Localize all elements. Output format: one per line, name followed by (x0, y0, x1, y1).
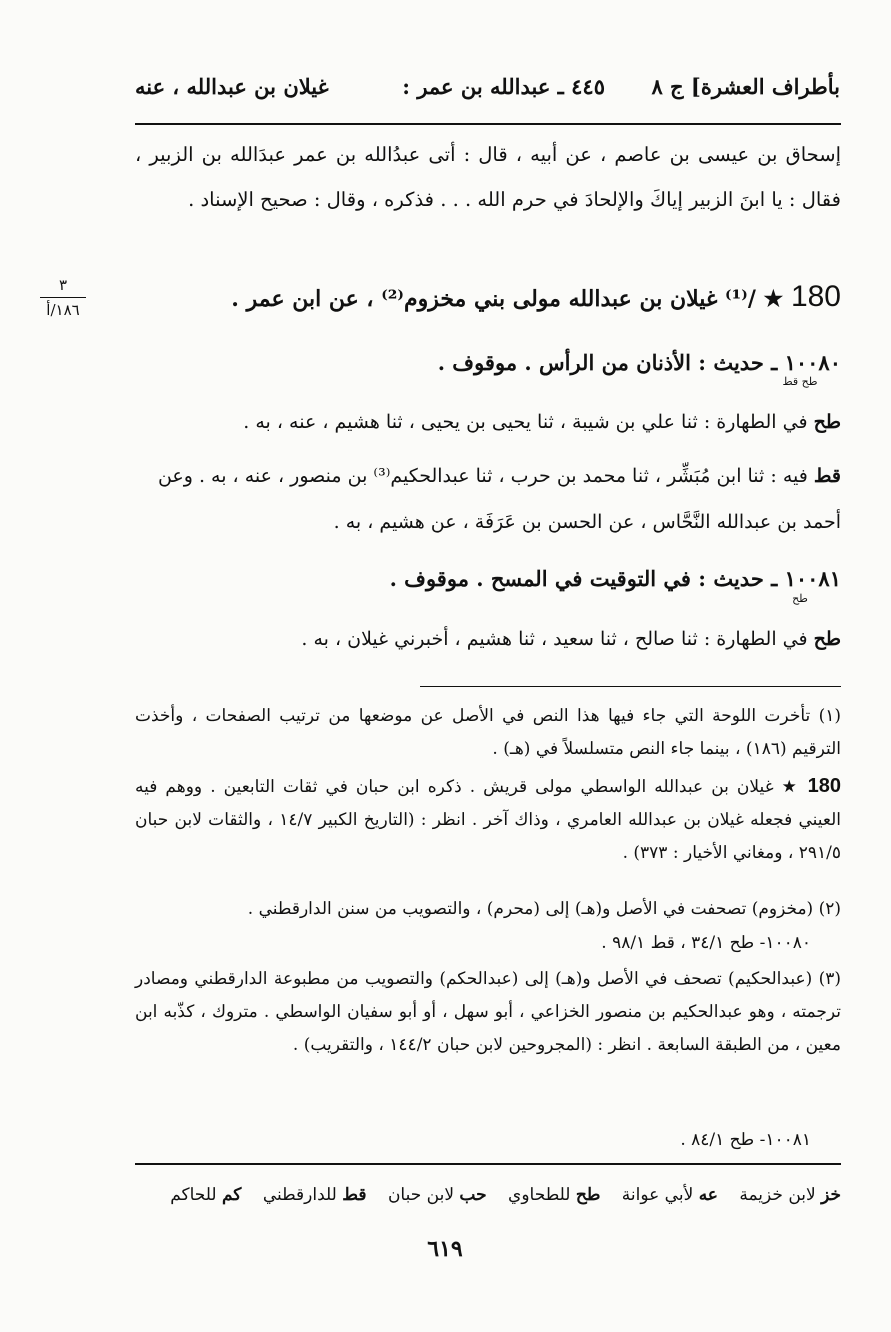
source-label: قط (813, 465, 841, 487)
margin-note-top: ٣ (58, 276, 68, 294)
header-narrator: ٤٤٥ ـ عبدالله بن عمر : (402, 74, 605, 99)
entry-heading (170, 280, 841, 328)
intro-paragraph: إسحاق بن عيسى بن عاصم ، عن أبيه ، قال : أتى عبدُالله بن عمر عبدَالله بن الزبير ، فقال : يا ابنَ الزبير إياكَ والإلحادَ في حرم الله . . . فذكره ، وقال : صحيح الإسناد . (135, 143, 841, 211)
abbreviation-item: خز لابن خزيمة (739, 1185, 841, 1205)
source-line (135, 453, 841, 545)
footnote-rule (420, 686, 841, 687)
abbreviation-item: عه لأبي عوانة (621, 1185, 718, 1205)
abbreviation-item: حب لابن حبان (387, 1185, 487, 1205)
header-chain: غيلان بن عبدالله ، عنه (135, 74, 329, 99)
abbreviations-rule (135, 1163, 841, 1165)
footnote-entry-number: 180 (807, 775, 841, 797)
running-header (135, 74, 840, 108)
hadith-siglum: طح قط (782, 375, 818, 388)
entry-number: 180 (790, 280, 841, 313)
footnote-reference: ١٠٠٨٠- طح ٣٤/١ ، قط ٩٨/١ . (601, 933, 811, 953)
header-book-title: بأطراف العشرة] ج ٨ (651, 74, 840, 99)
source-line (135, 612, 841, 667)
source-label: طح (813, 411, 841, 433)
abbreviation-item: كم للحاكم (170, 1185, 242, 1205)
footnote-reference: ١٠٠٨١- طح ٨٤/١ . (680, 1130, 811, 1150)
hadith-heading: ١٠٠٨١ ـ حديث : في التوقيت في المسح . موقوف . (389, 566, 841, 591)
abbreviations-key (135, 1185, 841, 1205)
hadith-heading: ١٠٠٨٠ ـ حديث : الأذنان من الرأس . موقوف . (437, 350, 841, 375)
footnote: (٢) (مخزوم) تصحفت في الأصل و(هـ) إلى (محرم) ، والتصويب من سنن الدارقطني . (247, 899, 841, 919)
abbreviation-item: قط للدارقطني (262, 1185, 367, 1205)
star-icon: ★ (763, 286, 784, 312)
source-line (135, 395, 841, 450)
source-text: في الطهارة : ثنا علي بن شيبة ، ثنا يحيى بن يحيى ، ثنا هشيم ، عنه ، به . (243, 411, 808, 433)
header-rule (135, 123, 841, 125)
hadith-siglum: طح (792, 592, 808, 605)
footnote (135, 770, 841, 870)
entry-title: /⁽¹⁾ غيلان بن عبدالله مولى بني مخزوم⁽²⁾ ، عن ابن عمر . (231, 286, 756, 312)
page-number: ٦١٩ (427, 1236, 463, 1262)
margin-folio-note (38, 276, 88, 319)
footnote: (١) تأخرت اللوحة التي جاء فيها هذا النص في الأصل عن موضعها من ترتيب الصفحات ، وأخذت الترقيم (١٨٦) ، بينما جاء النص متسلسلاً في (هـ) . (135, 706, 841, 759)
source-text: فيه : ثنا ابن مُبَشِّر ، ثنا محمد بن حرب ، ثنا عبدالحكيم⁽³⁾ بن منصور ، عنه ، به . وعن أحمد بن عبدالله النَّحَّاس ، عن الحسن بن عَرَفَة ، عن هشيم ، به . (157, 465, 841, 533)
footnote-text: ★ غيلان بن عبدالله الواسطي مولى قريش . ذكره ابن حبان في ثقات التابعين . ووهم فيه العيني فجعله غيلان بن عبدالله العامري ، وذاك آخر . انظر : (التاريخ الكبير ١٤/٧ ، والثقات لابن حبان ٢٩١/٥ ، ومغاني الأخيار : ٣٧٣) . (135, 777, 841, 863)
abbreviation-item: طح للطحاوي (508, 1185, 601, 1205)
margin-note-divider (40, 297, 86, 298)
source-label: طح (813, 628, 841, 650)
source-text: في الطهارة : ثنا صالح ، ثنا سعيد ، ثنا هشيم ، أخبرني غيلان ، به . (301, 628, 808, 650)
margin-note-bottom: ١٨٦/أ (46, 301, 80, 319)
footnote: (٣) (عبدالحكيم) تصحف في الأصل و(هـ) إلى (عبدالحكم) والتصويب من مطبوعة الدارقطني ومصادر ترجمته ، وهو عبدالحكيم بن منصور الخزاعي ، أبو سهل ، أو أبو سفيان الواسطي . متروك ، كذّبه ابن معين ، من الطبقة السابعة . انظر : (المجروحين لابن حبان ١٤٤/٢ ، والتقريب) . (135, 969, 841, 1055)
